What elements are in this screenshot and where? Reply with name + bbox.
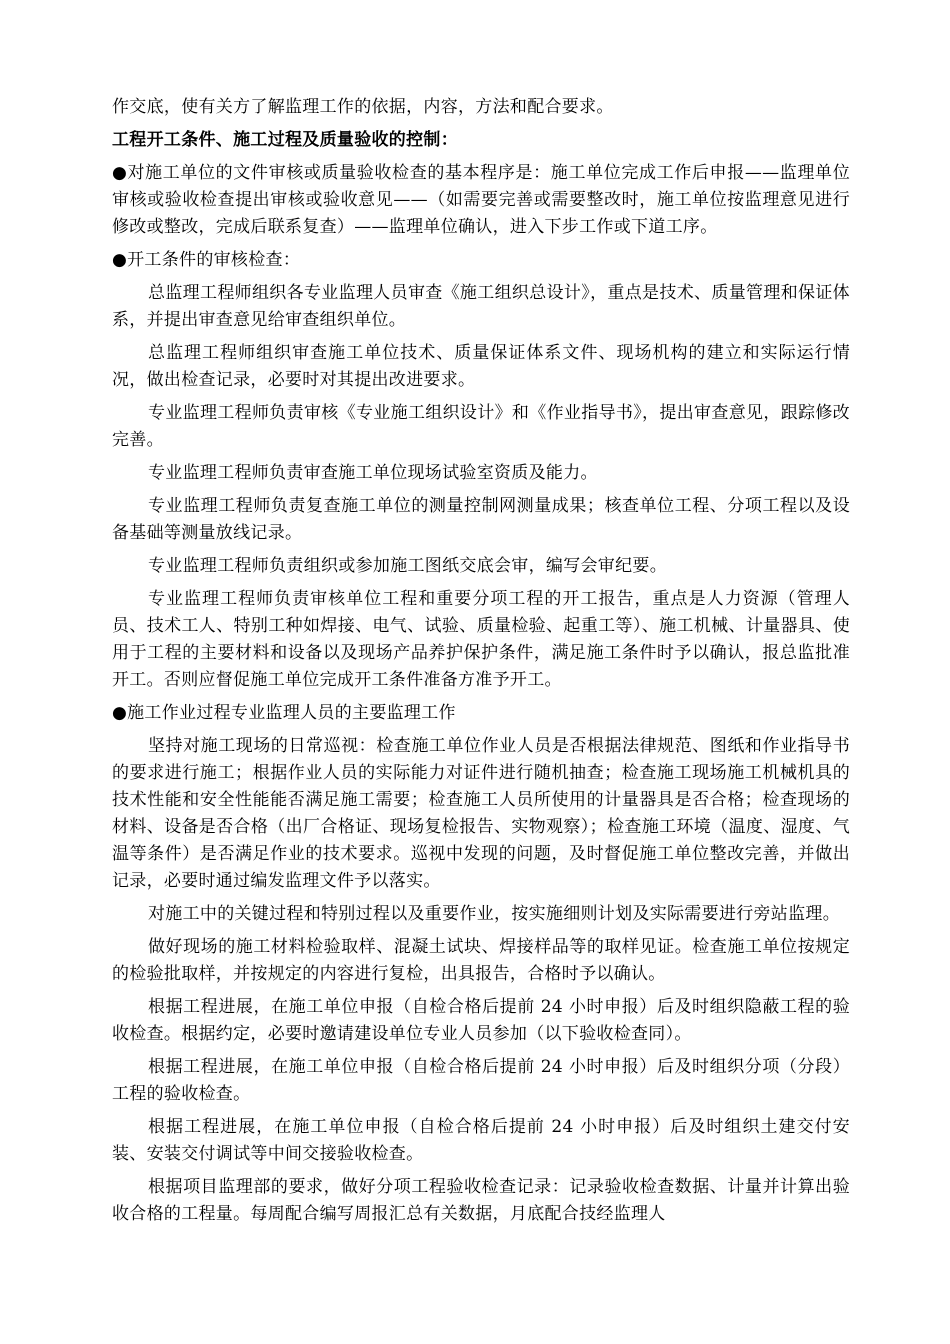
body-paragraph: 根据工程进展，在施工单位申报（自检合格后提前 24 小时申报）后及时组织土建交付安装、安装交付调试等中间交接验收检查。	[112, 1117, 850, 1164]
continuation-paragraph: 作交底，使有关方了解监理工作的依据，内容，方法和配合要求。	[112, 97, 614, 117]
body-paragraph: 根据工程进展，在施工单位申报（自检合格后提前 24 小时申报）后及时组织隐蔽工程的验收检查。根据约定，必要时邀请建设单位专业人员参加（以下验收检查同）。	[112, 997, 850, 1044]
body-paragraph: 专业监理工程师负责组织或参加施工图纸交底会审，编写会审纪要。	[148, 556, 667, 576]
body-paragraph: 专业监理工程师负责审核单位工程和重要分项工程的开工报告，重点是人力资源（管理人员、技术工人、特别工种如焊接、电气、试验、质量检验、起重工等）、施工机械、计量器具、使用于工程的主要材料和设备以及现场产品养护保护条件，满足施工条件时予以确认，报总监批准开工。否则应督促施工单位完成开工条件准备方准予开工。	[112, 589, 850, 690]
body-paragraph: 总监理工程师组织审查施工单位技术、质量保证体系文件、现场机构的建立和实际运行情况，做出检查记录，必要时对其提出改进要求。	[112, 343, 850, 390]
body-paragraph: 坚持对施工现场的日常巡视：检查施工单位作业人员是否根据法律规范、图纸和作业指导书的要求进行施工；根据作业人员的实际能力对证件进行随机抽查；检查施工现场施工机械机具的技术性能和安全性能能否满足施工需要；检查施工人员所使用的计量器具是否合格；检查现场的材料、设备是否合格（出厂合格证、现场复检报告、实物观察）；检查施工环境（温度、湿度、气温等条件）是否满足作业的技术要求。巡视中发现的问题，及时督促施工单位整改完善，并做出记录，必要时通过编发监理文件予以落实。	[112, 736, 850, 891]
body-paragraph: 做好现场的施工材料检验取样、混凝土试块、焊接样品等的取样见证。检查施工单位按规定的检验批取样，并按规定的内容进行复检，出具报告，合格时予以确认。	[112, 937, 850, 984]
bullet-paragraph-supervision-work: ●施工作业过程专业监理人员的主要监理工作	[112, 703, 456, 723]
body-paragraph: 总监理工程师组织各专业监理人员审查《施工组织总设计》，重点是技术、质量管理和保证体系，并提出审查意见给审查组织单位。	[112, 283, 850, 330]
section-heading: 工程开工条件、施工过程及质量验收的控制：	[112, 130, 458, 150]
body-paragraph: 对施工中的关键过程和特别过程以及重要作业，按实施细则计划及实际需要进行旁站监理。	[148, 904, 840, 924]
body-paragraph: 专业监理工程师负责审查施工单位现场试验室资质及能力。	[148, 463, 598, 483]
body-paragraph: 专业监理工程师负责复查施工单位的测量控制网测量成果；核查单位工程、分项工程以及设备基础等测量放线记录。	[112, 496, 850, 543]
body-paragraph: 根据工程进展，在施工单位申报（自检合格后提前 24 小时申报）后及时组织分项（分段）工程的验收检查。	[112, 1057, 850, 1104]
body-paragraph: 根据项目监理部的要求，做好分项工程验收检查记录：记录验收检查数据、计量并计算出验收合格的工程量。每周配合编写周报汇总有关数据，月底配合技经监理人	[112, 1177, 850, 1224]
body-paragraph: 专业监理工程师负责审核《专业施工组织设计》和《作业指导书》，提出审查意见，跟踪修改完善。	[112, 403, 850, 450]
bullet-paragraph-start-conditions: ●开工条件的审核检查：	[112, 250, 301, 270]
document-body	[112, 94, 850, 1234]
bullet-paragraph-procedure: ●对施工单位的文件审核或质量验收检查的基本程序是：施工单位完成工作后申报——监理单位审核或验收检查提出审核或验收意见——（如需要完善或需要整改时，施工单位按监理意见进行修改或整改，完成后联系复查）——监理单位确认，进入下步工作或下道工序。	[112, 163, 850, 237]
